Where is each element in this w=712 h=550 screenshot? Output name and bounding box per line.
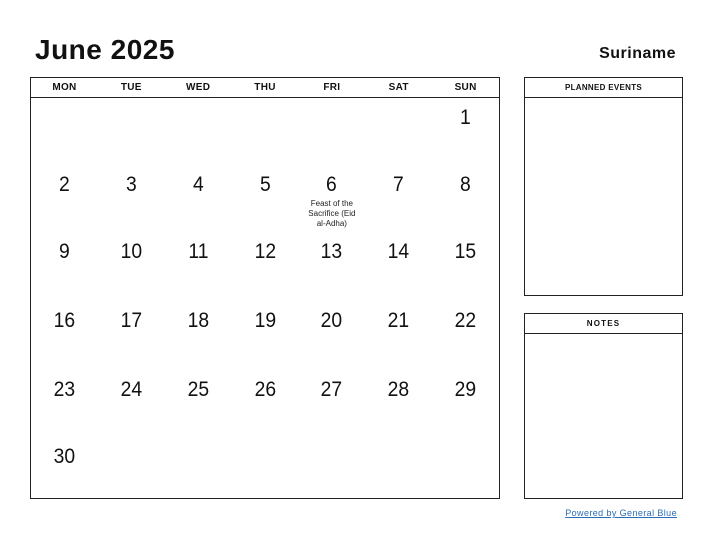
day-cell[interactable] [31,301,98,370]
day-cell[interactable] [165,370,232,437]
day-cell[interactable] [98,165,165,232]
day-cell[interactable] [31,370,98,437]
day-number: 9 [59,240,70,263]
notes-box[interactable] [524,313,683,499]
day-number: 13 [321,240,343,263]
day-number: 5 [259,173,271,196]
day-number: 17 [120,309,143,332]
weekday-header [31,78,499,98]
day-cell[interactable] [165,301,232,370]
day-number: 20 [321,309,343,332]
day-number: 11 [188,240,209,263]
day-number [234,437,296,445]
day-cell[interactable] [365,437,432,499]
day-number: 24 [120,378,143,401]
day-cell[interactable] [298,370,365,437]
day-cell[interactable] [298,165,365,232]
day-cell[interactable] [298,98,365,165]
calendar-grid [30,77,500,499]
country-name: Suriname [599,45,676,62]
day-cell[interactable] [165,165,232,232]
week-row [31,370,499,437]
day-cell[interactable] [365,370,432,437]
day-number [101,98,163,106]
day-cell[interactable] [298,437,365,499]
week-row [31,437,499,499]
holiday-label: Feast of the Sacrifice (Eid al-Adha) [308,199,356,228]
day-cell[interactable] [165,232,232,301]
day-number [34,98,96,106]
day-number: 16 [53,309,76,332]
day-number: 30 [53,445,76,468]
day-cell[interactable] [232,165,299,232]
day-number [301,98,363,106]
weekday-fri: FRI [323,82,341,93]
day-number: 14 [387,240,410,263]
day-number: 4 [192,173,204,196]
day-number: 23 [53,378,76,401]
week-row [31,232,499,301]
day-cell[interactable] [98,98,165,165]
day-number: 27 [321,378,343,401]
day-number: 7 [393,173,405,196]
day-number: 1 [460,106,471,129]
day-cell[interactable] [31,437,98,499]
day-number: 8 [460,173,471,196]
day-cell[interactable] [232,437,299,499]
weekday-tue: TUE [120,82,142,93]
day-grid [31,98,499,499]
day-cell[interactable] [98,437,165,499]
day-cell[interactable] [298,301,365,370]
day-cell[interactable] [232,301,299,370]
day-cell[interactable] [365,232,432,301]
day-number: 6 [326,173,338,196]
day-number: 3 [125,173,137,196]
day-number: 15 [454,240,477,263]
day-number [167,437,229,445]
day-number: 29 [454,378,477,401]
day-cell[interactable] [232,232,299,301]
weekday-thu: THU [254,82,276,93]
weekday-wed: WED [186,82,211,93]
day-number [234,98,296,106]
planned-events-heading: PLANNED EVENTS [525,78,682,98]
day-cell[interactable] [232,370,299,437]
day-number: 28 [387,378,410,401]
powered-by-link[interactable]: Powered by General Blue [565,508,677,518]
day-cell[interactable] [298,232,365,301]
day-number: 19 [254,309,276,332]
week-row [31,301,499,370]
notes-heading: NOTES [525,314,682,334]
day-cell[interactable] [432,370,499,437]
day-number: 12 [254,240,276,263]
day-cell[interactable] [432,437,499,499]
day-number: 10 [120,240,143,263]
day-cell[interactable] [31,165,98,232]
day-number: 22 [454,309,477,332]
day-number: 26 [254,378,276,401]
day-cell[interactable] [365,165,432,232]
week-row [31,98,499,165]
day-number [368,437,430,445]
week-row [31,165,499,232]
day-number [101,437,163,445]
weekday-sun: SUN [454,82,477,93]
month-title: June 2025 [35,34,175,65]
day-number [435,437,497,445]
day-cell[interactable] [98,370,165,437]
day-number: 21 [387,309,410,332]
day-number [167,98,229,106]
day-cell[interactable] [98,232,165,301]
day-cell[interactable] [165,437,232,499]
day-cell[interactable] [432,98,499,165]
day-cell[interactable] [365,301,432,370]
day-number: 18 [187,309,209,332]
day-cell[interactable] [232,98,299,165]
day-cell[interactable] [31,98,98,165]
day-number [301,437,363,445]
day-cell[interactable] [432,165,499,232]
day-cell[interactable] [98,301,165,370]
day-cell[interactable] [31,232,98,301]
day-cell[interactable] [432,301,499,370]
planned-events-box[interactable] [524,77,683,296]
weekday-sat: SAT [388,82,409,93]
day-number: 2 [59,173,70,196]
day-number: 25 [187,378,209,401]
weekday-mon: MON [52,82,77,93]
day-number [368,98,430,106]
day-cell[interactable] [165,98,232,165]
day-cell[interactable] [432,232,499,301]
day-cell[interactable] [365,98,432,165]
